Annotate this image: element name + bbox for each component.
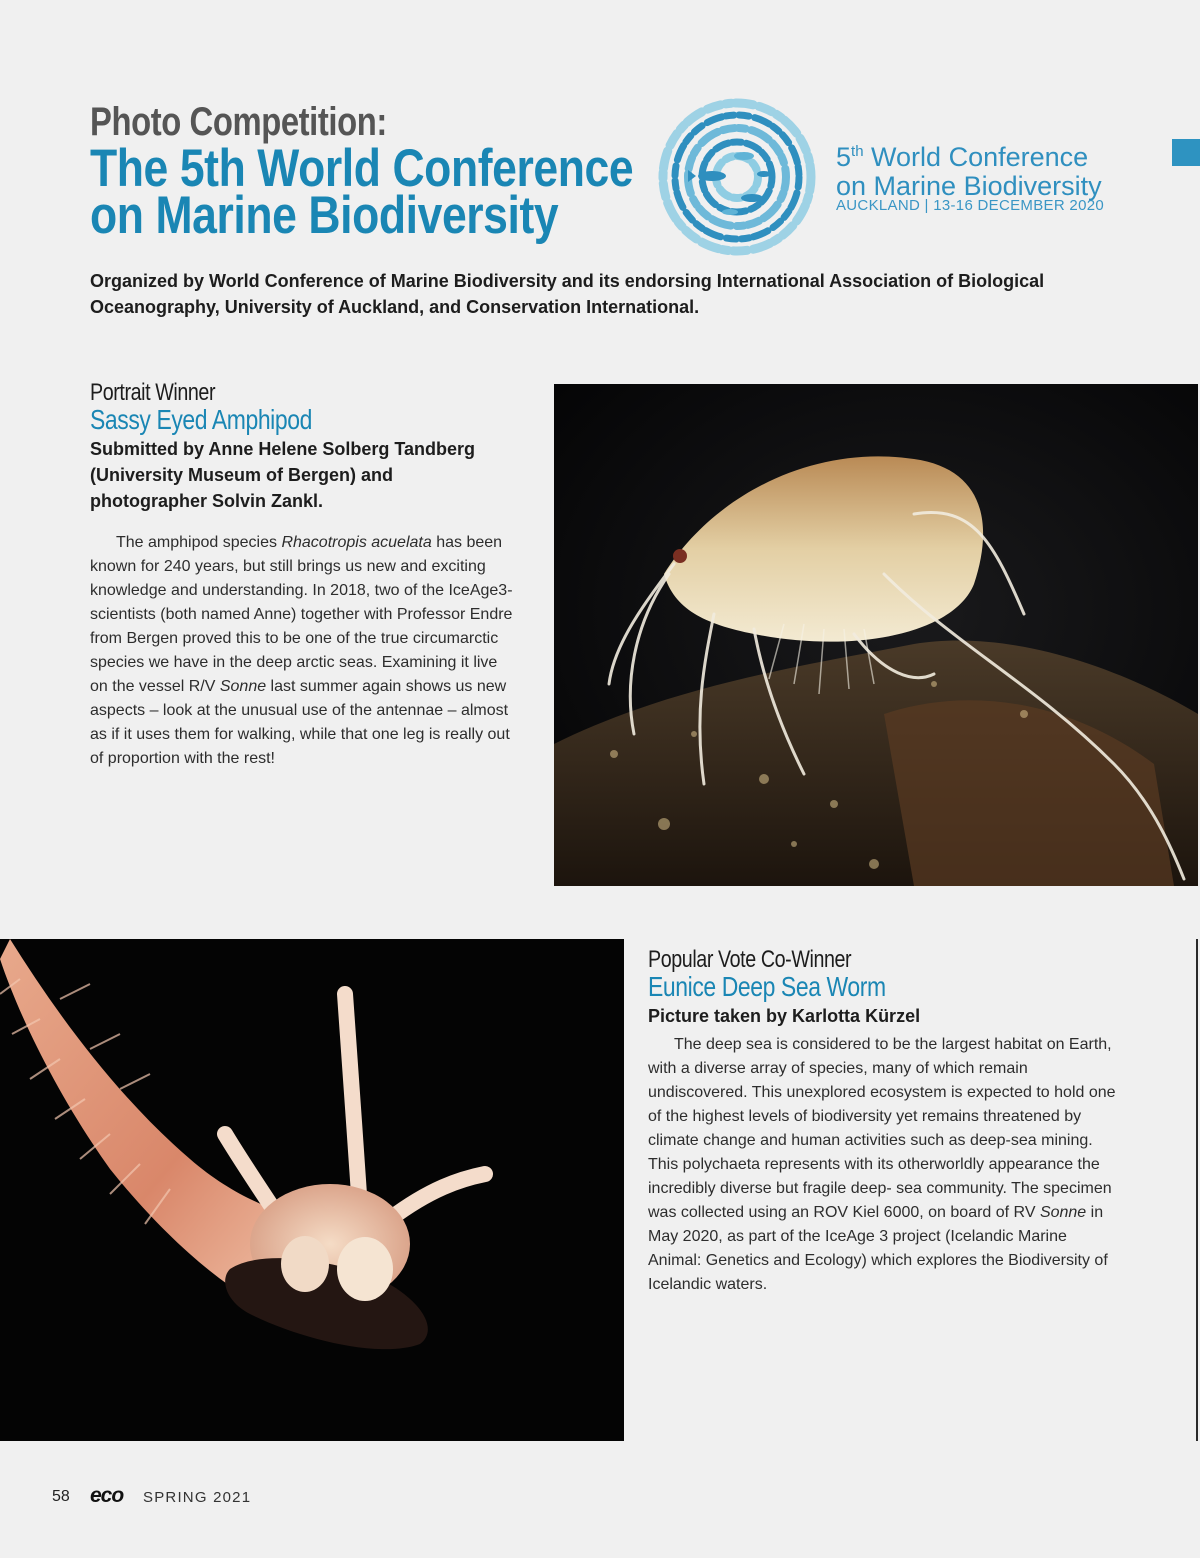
entry-body: The deep sea is considered to be the largest habitat on Earth, with a diverse array of species, many of which remain undiscovered. This unexplored ecosystem is expected to hold one of the highest levels of biodiversity yet remains threatened by climate change and human activities such as deep-sea mining. This polychaeta represents with its otherworldly appearance the incredibly diverse but fragile deep- sea community. The specimen was collected using an ROV Kiel 6000, on board of RV Sonne in May 2020, as part of the IceAge 3 project (Icelandic Marine Animal: Genetics and Ecology) which explores the Biodiversity of Icelandic waters.	[648, 1036, 1116, 1293]
entry-credit: Picture taken by Karlotta Kürzel	[648, 1006, 921, 1026]
deep-sea-worm-photo	[0, 939, 624, 1441]
section-edge-tab	[1172, 139, 1200, 166]
page-title-line-2: on Marine Biodiversity	[90, 186, 559, 245]
intro-paragraph: Organized by World Conference of Marine Biodiversity and its endorsing International Association of Biological Oceanography, University of Auckland, and Conservation International.	[90, 271, 1045, 317]
column-rule	[1196, 939, 1198, 1441]
page-title-line-1: The 5th World Conference	[90, 139, 634, 198]
conference-logo-title-line-1: 5th World Conference	[836, 142, 1089, 172]
page-number: 58	[52, 1488, 70, 1505]
entry-credit: Submitted by Anne Helene Solberg Tandberg (University Museum of Bergen) and photographer Solvin Zankl.	[90, 439, 476, 511]
conference-logo-dates: AUCKLAND | 13-16 DECEMBER 2020	[836, 197, 1104, 214]
issue-label: SPRING 2021	[143, 1489, 252, 1506]
conference-logo-mark	[652, 94, 822, 260]
page-kicker: Photo Competition:	[90, 100, 387, 144]
magazine-logo: eco	[90, 1484, 124, 1507]
award-label: Portrait Winner	[90, 379, 216, 406]
entry-title: Eunice Deep Sea Worm	[648, 971, 886, 1002]
page-title	[90, 139, 634, 245]
award-label: Popular Vote Co-Winner	[648, 946, 852, 973]
amphipod-photo	[554, 384, 1198, 886]
conference-logo-title-line-2: on Marine Biodiversity	[836, 171, 1102, 201]
entry-title: Sassy Eyed Amphipod	[90, 404, 312, 435]
entry-body: The amphipod species Rhacotropis acuelata has been known for 240 years, but still brings us new and exciting knowledge and understanding. In 2018, two of the IceAge3-scientists (both named Anne) together with Professor Endre from Bergen proved this to be one of the true circumarctic species we have in the deep arctic seas. Examining it live on the vessel R/V Sonne last summer again shows us new aspects – look at the unusual use of the antennae – almost as if it uses them for walking, while that one leg is really out of proportion with the rest!	[90, 534, 513, 767]
conference-logo-title	[836, 137, 1102, 201]
